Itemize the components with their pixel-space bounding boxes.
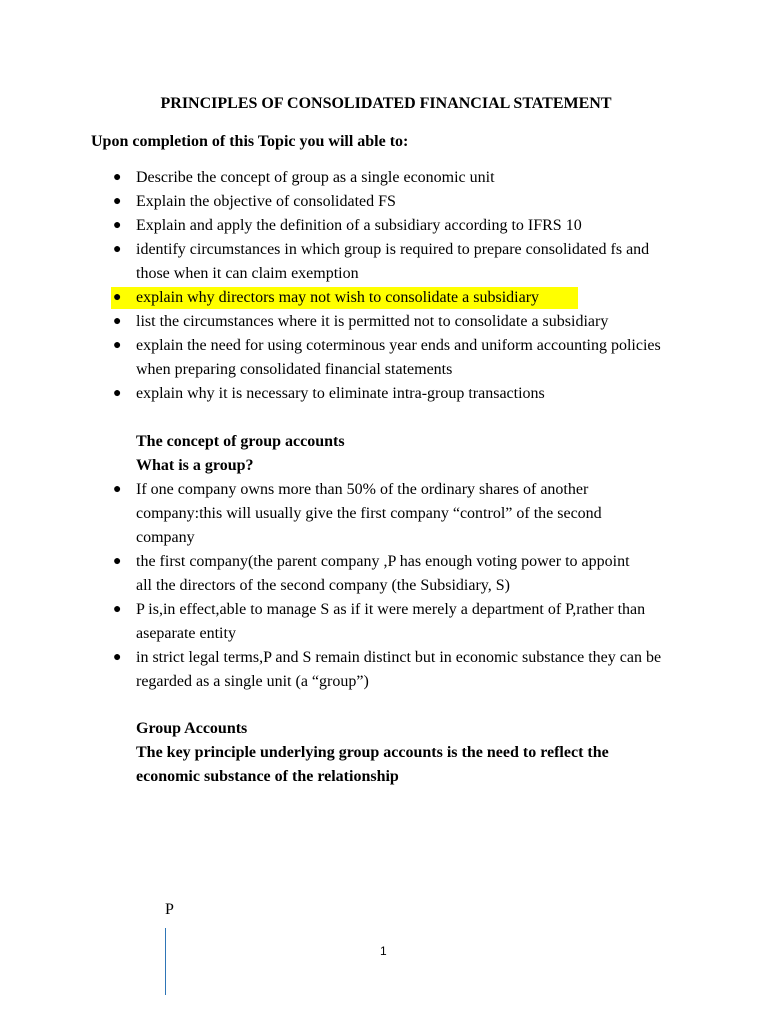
bullet-icon: ● <box>113 314 122 329</box>
bullet-icon: ● <box>113 482 122 497</box>
list-item: ● Explain the objective of consolidated FS <box>0 190 768 214</box>
list-item: ● in strict legal terms,P and S remain distinct but in economic substance they can be regarded as a single unit (a “group”) <box>0 646 768 694</box>
bullet-icon: ● <box>113 242 122 257</box>
bullet-icon: ● <box>113 554 122 569</box>
section-subheading: What is a group? <box>136 457 254 474</box>
list-item: ● If one company owns more than 50% of the ordinary shares of another company:this will usually give the first company “control” of the second company <box>0 478 768 550</box>
section-heading: The concept of group accounts <box>136 433 345 450</box>
diagram-label: P <box>165 901 174 918</box>
section-heading: Group Accounts <box>136 720 248 737</box>
list-item: ● explain why it is necessary to eliminate intra-group transactions <box>0 382 768 406</box>
bullet-icon: ● <box>113 170 122 185</box>
list-item: ● Describe the concept of group as a single economic unit <box>0 166 768 190</box>
bullet-icon: ● <box>113 194 122 209</box>
key-principle: The key principle underlying group accounts is the need to reflect the economic substance of the relationship <box>136 744 609 785</box>
document-title: PRINCIPLES OF CONSOLIDATED FINANCIAL STATEMENT <box>160 95 612 112</box>
list-item: ● the first company(the parent company ,P has enough voting power to appoint all the directors of the second company (the Subsidiary, S) <box>0 550 768 598</box>
bullet-icon: ● <box>113 386 122 401</box>
list-item-highlighted: ● explain why directors may not wish to consolidate a subsidiary <box>0 286 768 310</box>
bullet-icon: ● <box>113 650 122 665</box>
list-item: ● identify circumstances in which group is required to prepare consolidated fs and those when it can claim exemption <box>0 238 768 286</box>
list-item: ● Explain and apply the definition of a subsidiary according to IFRS 10 <box>0 214 768 238</box>
group-points-list <box>0 478 768 694</box>
objectives-list <box>0 166 768 406</box>
bullet-icon: ● <box>113 338 122 353</box>
list-item: ● P is,in effect,able to manage S as if it were merely a department of P,rather than aseparate entity <box>0 598 768 646</box>
diagram-line <box>165 928 166 995</box>
bullet-icon: ● <box>113 602 122 617</box>
objectives-intro: Upon completion of this Topic you will able to: <box>91 133 409 150</box>
list-item: ● list the circumstances where it is permitted not to consolidate a subsidiary <box>0 310 768 334</box>
bullet-icon: ● <box>113 218 122 233</box>
bullet-icon: ● <box>113 290 122 305</box>
page-number: 1 <box>380 944 387 958</box>
list-item: ● explain the need for using coterminous year ends and uniform accounting policies when preparing consolidated financial statements <box>0 334 768 382</box>
